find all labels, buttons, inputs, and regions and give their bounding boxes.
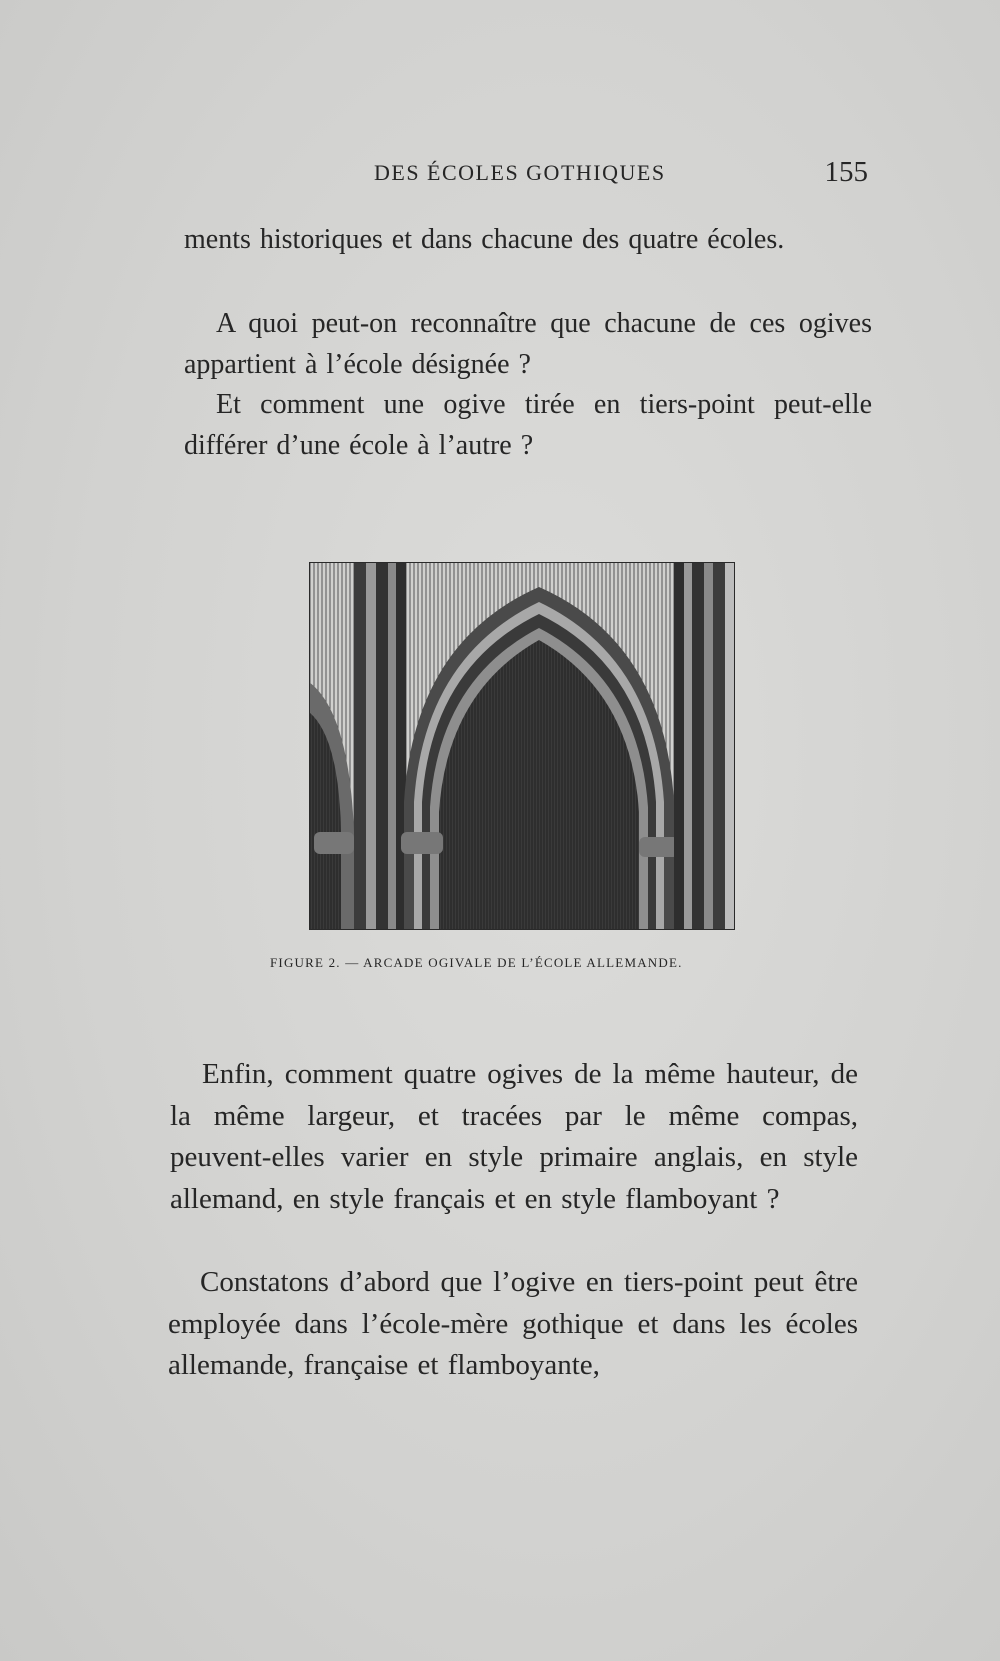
left-pier — [354, 562, 406, 930]
paragraph-3: Et comment une ogive tirée en tiers-point peut-elle différer d’une école à l’autre ? — [184, 389, 872, 461]
paragraph-5: Constatons d’abord que l’ogive en tiers-point peut être employée dans l’école-mère gothique et dans les écoles allemande, française et flamboyante, — [168, 1266, 858, 1381]
running-title: DES ÉCOLES GOTHIQUES — [374, 160, 666, 185]
paragraph-4: Enfin, comment quatre ogives de la même hauteur, de la même largeur, et tracées par le même compas, peuvent-elles varier en style primaire anglais, en style allemand, en style français et en style flamboyant ? — [170, 1058, 858, 1215]
paragraph-1: ments historiques et dans chacune des quatre écoles. — [184, 224, 785, 255]
paragraph-2: A quoi peut-on reconnaître que chacune de ces ogives appartient à l’école désignée ? — [184, 308, 872, 380]
figure-caption: FIGURE 2. — ARCADE OGIVALE DE L’ÉCOLE ALLEMANDE. — [270, 955, 683, 970]
page-number: 155 — [824, 156, 868, 188]
running-head — [168, 156, 868, 192]
right-pier — [674, 562, 735, 930]
figure-illustration — [309, 562, 735, 930]
gothic-arch-engraving — [309, 562, 735, 930]
